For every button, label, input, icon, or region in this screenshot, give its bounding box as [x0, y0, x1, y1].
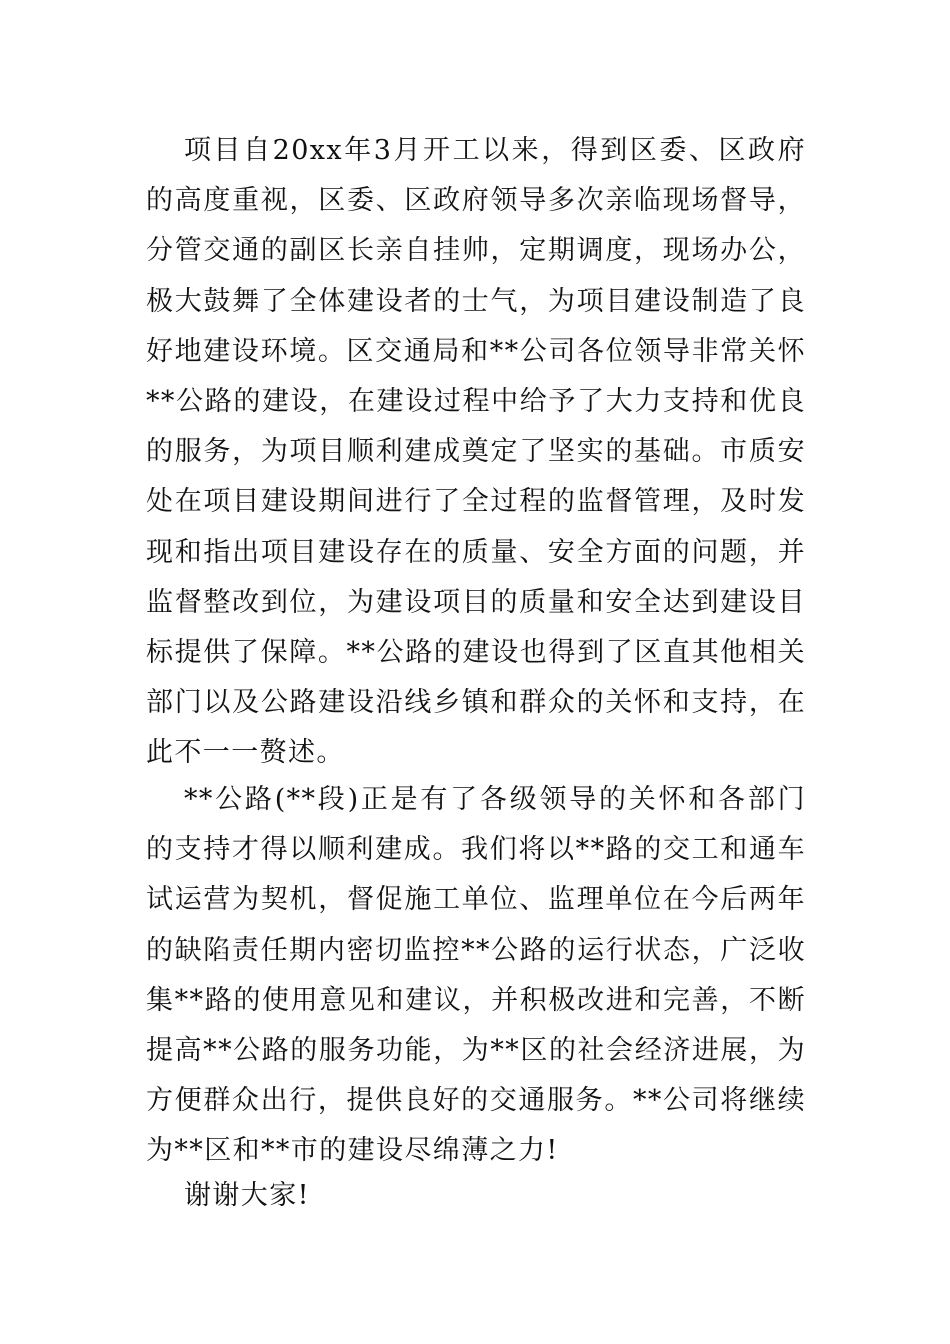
- closing-thanks: 谢谢大家!: [184, 1180, 310, 1211]
- body-paragraph-acknowledgements: 项目自20xx年3月开工以来，得到区委、区政府的高度重视，区委、区政府领导多次亲临现场督导，分管交通的副区长亲自挂帅，定期调度，现场办公，极大鼓舞了全体建设者的士气，为项目建设制造了良好地建设环境。区交通局和**公司各位领导非常关怀**公路的建设，在建设过程中给予了大力支持和优良的服务，为项目顺利建成奠定了坚实的基础。市质安处在项目建设期间进行了全过程的监督管理，及时发现和指出项目建设存在的质量、安全方面的问题，并监督整改到位，为建设项目的质量和安全达到建设目标提供了保障。**公路的建设也得到了区直其他相关部门以及公路建设沿线乡镇和群众的关怀和支持，在此不一一赘述。: [146, 135, 806, 769]
- body-paragraph-commitment: **公路(**段)正是有了各级领导的关怀和各部门的支持才得以顺利建成。我们将以**路的交工和通车试运营为契机，督促施工单位、监理单位在今后两年的缺陷责任期内密切监控**公路的运行状态，广泛收集**路的使用意见和建议，并积极改进和完善，不断提高**公路的服务功能，为**区的社会经济进展，为方便群众出行，提供良好的交通服务。**公司将继续为**区和**市的建设尽绵薄之力!: [146, 784, 806, 1167]
